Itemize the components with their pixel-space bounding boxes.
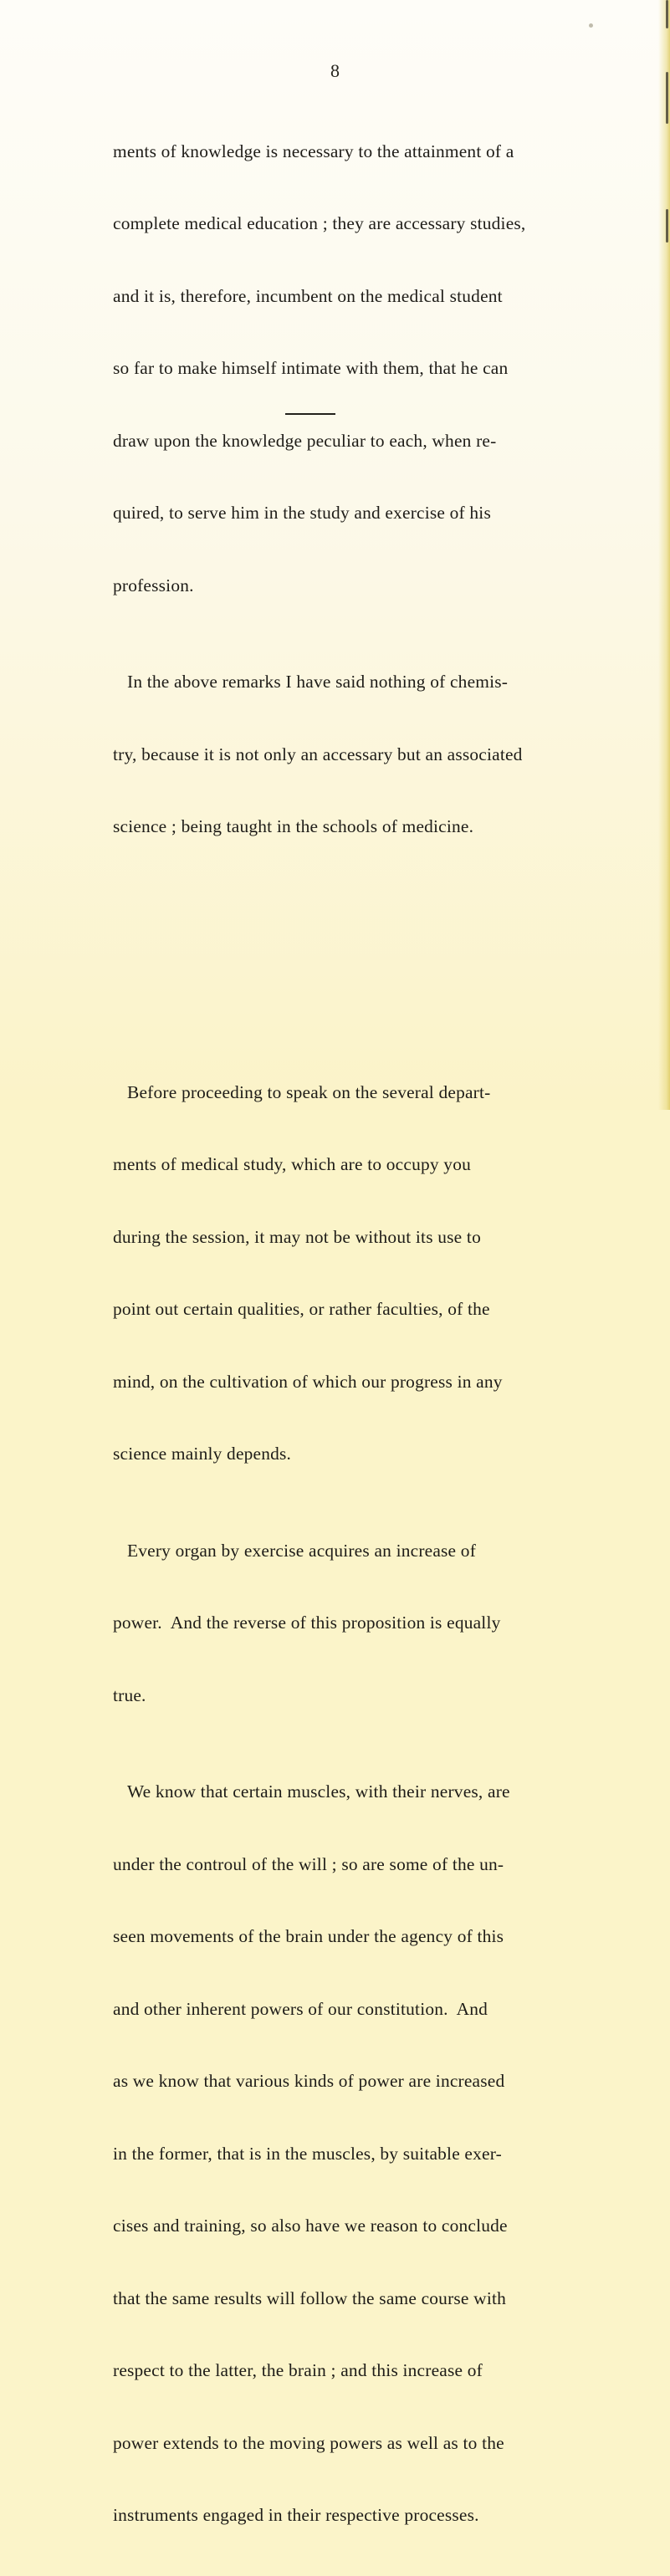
text-line: complete medical education ; they are accessary studies, [113,213,526,234]
text-line: draw upon the knowledge peculiar to each, when re- [113,430,497,451]
text-line: ments of knowledge is necessary to the attainment of a [113,141,514,161]
section-divider [285,413,335,415]
text-line: try, because it is not only an accessary but an associated [113,744,523,764]
text-line: respect to the latter, the brain ; and this increase of [113,2360,483,2381]
text-line: quired, to serve him in the study and exercise of his [113,503,491,524]
page-edge-shadow [658,0,670,1110]
text-line: as we know that various kinds of power are increased [113,2071,505,2092]
binding-edge-mark [666,209,668,243]
text-line: mind, on the cultivation of which our progress in any [113,1371,503,1392]
text-line: instruments engaged in their respective processes. [113,2505,479,2526]
text-line: profession. [113,575,194,595]
text-line: under the controul of the will ; so are some of the un- [113,1853,504,1874]
text-line: and it is, therefore, incumbent on the medical student [113,285,503,306]
text-line: ments of medical study, which are to occupy you [113,1154,471,1175]
text-line: that the same results will follow the same course with [113,2287,506,2308]
text-line: true. [113,1684,146,1705]
binding-edge-mark [666,0,668,28]
text-line: Before proceeding to speak on the several depart- [127,1081,491,1102]
text-line: during the session, it may not be without its use to [113,1226,481,1247]
text-line: power extends to the moving powers as well as to the [113,2432,504,2453]
text-line: and other inherent powers of our constitution. And [113,1998,488,2019]
section-spacer [113,984,598,1008]
paper-speck [589,23,593,28]
text-line: Every organ by exercise acquires an increase of [127,1540,477,1561]
text-line: science mainly depends. [113,1444,292,1464]
text-line: In the above remarks I have said nothing of chemis- [127,672,509,693]
body-text [113,91,598,2576]
section-spacer [113,912,598,936]
text-line: power. And the reverse of this proposition is equally [113,1613,501,1633]
text-line: point out certain qualities, or rather faculties, of the [113,1299,490,1320]
text-line: science ; being taught in the schools of medicine. [113,816,474,837]
text-line: We know that certain muscles, with their nerves, are [127,1781,510,1802]
text-line: in the former, that is in the muscles, by suitable exer- [113,2143,502,2164]
text-line: so far to make himself intimate with them, that he can [113,358,509,379]
page-number: 8 [330,60,340,81]
text-line: cises and training, so also have we reason to conclude [113,2216,508,2236]
text-line: seen movements of the brain under the agency of this [113,1926,504,1947]
